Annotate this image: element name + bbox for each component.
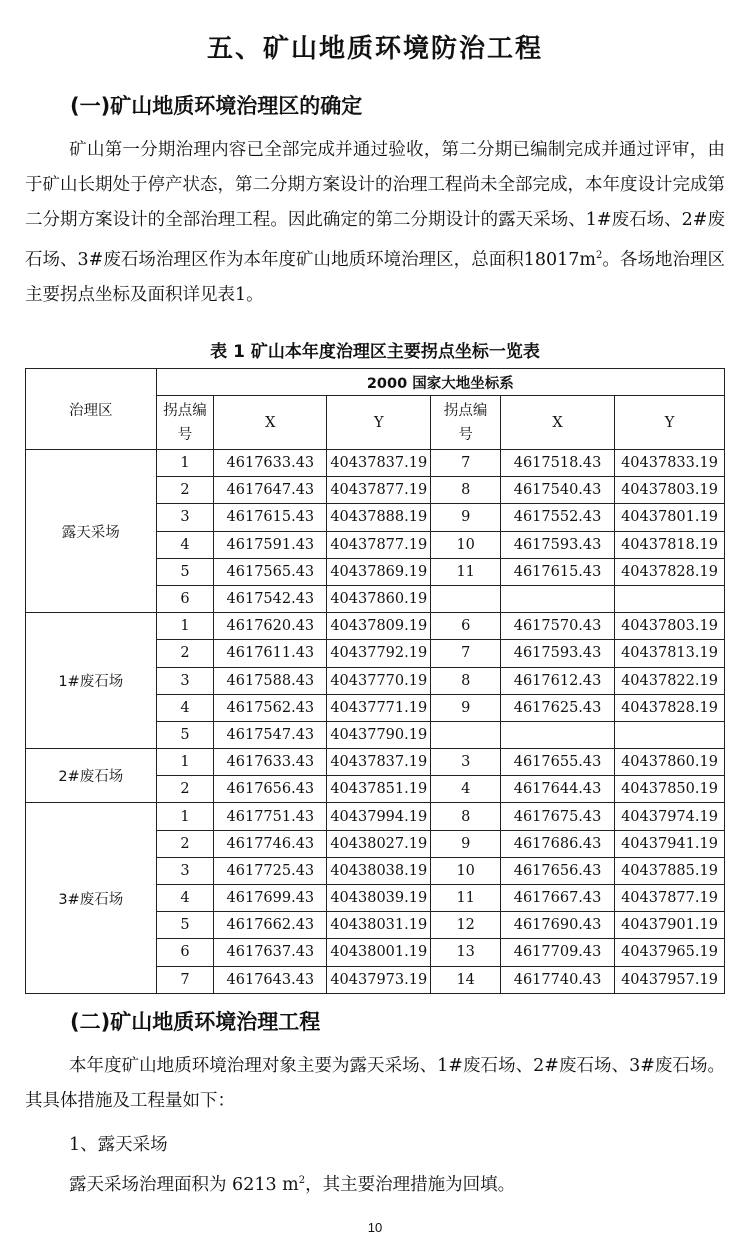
x-right-cell: 4617540.43 xyxy=(501,477,615,504)
y-left-cell: 40437792.19 xyxy=(327,640,431,667)
x-left-cell: 4617620.43 xyxy=(214,613,327,640)
x-right-cell: 4617570.43 xyxy=(501,613,615,640)
y-right-cell: 40437801.19 xyxy=(615,504,725,531)
y-right-cell xyxy=(615,585,725,612)
y-left-cell: 40438027.19 xyxy=(327,830,431,857)
y-right-cell: 40437850.19 xyxy=(615,776,725,803)
y-right-cell: 40437901.19 xyxy=(615,912,725,939)
x-right-cell: 4617552.43 xyxy=(501,504,615,531)
y-left-cell: 40437973.19 xyxy=(327,966,431,993)
x-left-cell: 4617637.43 xyxy=(214,939,327,966)
y-left-cell: 40437860.19 xyxy=(327,585,431,612)
point-left-cell: 1 xyxy=(156,450,214,477)
x-right-cell: 4617656.43 xyxy=(501,857,615,884)
y-left-cell: 40437771.19 xyxy=(327,694,431,721)
header-point-number-right: 拐点编号 xyxy=(431,396,501,450)
point-right-cell: 7 xyxy=(431,450,501,477)
zone-name-cell: 3#废石场 xyxy=(26,803,157,993)
zone-name-cell: 1#废石场 xyxy=(26,613,157,749)
x-right-cell: 4617740.43 xyxy=(501,966,615,993)
header-coordinate-system: 2000 国家大地坐标系 xyxy=(156,369,724,396)
y-left-cell: 40437770.19 xyxy=(327,667,431,694)
x-right-cell: 4617612.43 xyxy=(501,667,615,694)
y-right-cell: 40437974.19 xyxy=(615,803,725,830)
section-1-tail: 。各场地治理区主要拐点坐标及面积详见表1。 xyxy=(25,249,726,305)
x-left-cell: 4617591.43 xyxy=(214,531,327,558)
section-1-paragraph xyxy=(25,133,725,313)
header-point-number-left: 拐点编号 xyxy=(156,396,214,450)
point-right-cell: 8 xyxy=(431,477,501,504)
y-left-cell: 40437851.19 xyxy=(327,776,431,803)
x-left-cell: 4617643.43 xyxy=(214,966,327,993)
point-right-cell: 12 xyxy=(431,912,501,939)
point-right-cell: 8 xyxy=(431,803,501,830)
x-left-cell: 4617542.43 xyxy=(214,585,327,612)
point-left-cell: 2 xyxy=(156,640,214,667)
x-right-cell: 4617615.43 xyxy=(501,558,615,585)
point-left-cell: 5 xyxy=(156,558,214,585)
point-left-cell: 4 xyxy=(156,694,214,721)
y-left-cell: 40437877.19 xyxy=(327,531,431,558)
x-right-cell: 4617593.43 xyxy=(501,640,615,667)
x-left-cell: 4617751.43 xyxy=(214,803,327,830)
page-number: 10 xyxy=(367,1220,383,1235)
x-right-cell: 4617667.43 xyxy=(501,885,615,912)
y-right-cell: 40437941.19 xyxy=(615,830,725,857)
item-1-text xyxy=(69,1163,750,1203)
x-left-cell: 4617647.43 xyxy=(214,477,327,504)
x-left-cell: 4617565.43 xyxy=(214,558,327,585)
section-1-text: 矿山第一分期治理内容已全部完成并通过验收，第二分期已编制完成并通过评审，由于矿山长期处于停产状态，第二分期方案设计的治理工程尚未全部完成，本年度设计完成第二分期方案设计的全部治理工程。因此确定的第二分期设计的露天采场、1#废石场、2#废石场、3#废石场治理区作为本年度矿山地质环境治理区，总面积18017m xyxy=(25,140,725,270)
y-left-cell: 40437790.19 xyxy=(327,721,431,748)
x-right-cell: 4617675.43 xyxy=(501,803,615,830)
x-right-cell: 4617593.43 xyxy=(501,531,615,558)
y-left-cell: 40438031.19 xyxy=(327,912,431,939)
x-right-cell: 4617625.43 xyxy=(501,694,615,721)
page-title: 五、矿山地质环境防治工程 xyxy=(206,34,543,64)
item-1-heading: 1、露天采场 xyxy=(69,1135,168,1155)
y-left-cell: 40437994.19 xyxy=(327,803,431,830)
y-right-cell: 40437818.19 xyxy=(615,531,725,558)
point-left-cell: 2 xyxy=(156,776,214,803)
point-left-cell: 3 xyxy=(156,667,214,694)
table-row xyxy=(26,803,725,830)
point-left-cell: 5 xyxy=(156,721,214,748)
point-right-cell: 11 xyxy=(431,885,501,912)
y-left-cell: 40437809.19 xyxy=(327,613,431,640)
point-left-cell: 2 xyxy=(156,477,214,504)
x-left-cell: 4617562.43 xyxy=(214,694,327,721)
y-left-cell: 40437837.19 xyxy=(327,749,431,776)
x-right-cell: 4617686.43 xyxy=(501,830,615,857)
y-left-cell: 40438038.19 xyxy=(327,857,431,884)
x-left-cell: 4617611.43 xyxy=(214,640,327,667)
table-row xyxy=(26,749,725,776)
x-right-cell xyxy=(501,721,615,748)
point-right-cell: 9 xyxy=(431,830,501,857)
y-right-cell: 40437803.19 xyxy=(615,613,725,640)
y-right-cell: 40437813.19 xyxy=(615,640,725,667)
point-right-cell: 10 xyxy=(431,857,501,884)
y-right-cell xyxy=(615,721,725,748)
y-left-cell: 40438039.19 xyxy=(327,885,431,912)
point-left-cell: 1 xyxy=(156,613,214,640)
y-left-cell: 40437837.19 xyxy=(327,450,431,477)
header-y-right: Y xyxy=(615,396,725,450)
y-right-cell: 40437833.19 xyxy=(615,450,725,477)
y-right-cell: 40437885.19 xyxy=(615,857,725,884)
table-row xyxy=(26,450,725,477)
x-right-cell: 4617655.43 xyxy=(501,749,615,776)
point-right-cell: 4 xyxy=(431,776,501,803)
y-right-cell: 40437822.19 xyxy=(615,667,725,694)
table-row xyxy=(26,613,725,640)
zone-name-cell: 露天采场 xyxy=(26,450,157,613)
point-right-cell: 8 xyxy=(431,667,501,694)
point-left-cell: 3 xyxy=(156,504,214,531)
header-y-left: Y xyxy=(327,396,431,450)
point-right-cell: 9 xyxy=(431,504,501,531)
x-left-cell: 4617588.43 xyxy=(214,667,327,694)
point-right-cell: 14 xyxy=(431,966,501,993)
header-x-right: X xyxy=(501,396,615,450)
y-right-cell: 40437828.19 xyxy=(615,558,725,585)
item-1-text-tail: ，其主要治理措施为回填。 xyxy=(305,1174,516,1195)
section-heading-2: (二)矿山地质环境治理工程 xyxy=(70,1010,321,1034)
y-right-cell: 40437803.19 xyxy=(615,477,725,504)
y-left-cell: 40437869.19 xyxy=(327,558,431,585)
zone-name-cell: 2#废石场 xyxy=(26,749,157,803)
item-1-superscript: 2 xyxy=(298,1175,306,1186)
y-right-cell: 40437860.19 xyxy=(615,749,725,776)
item-1-text-main: 露天采场治理面积为 6213 m xyxy=(69,1174,299,1195)
point-left-cell: 5 xyxy=(156,912,214,939)
point-left-cell: 2 xyxy=(156,830,214,857)
y-left-cell: 40437877.19 xyxy=(327,477,431,504)
x-left-cell: 4617633.43 xyxy=(214,450,327,477)
header-zone: 治理区 xyxy=(26,369,157,450)
x-left-cell: 4617699.43 xyxy=(214,885,327,912)
table-caption: 表 1 矿山本年度治理区主要拐点坐标一览表 xyxy=(210,342,540,362)
point-right-cell xyxy=(431,585,501,612)
y-right-cell: 40437965.19 xyxy=(615,939,725,966)
point-right-cell: 3 xyxy=(431,749,501,776)
x-left-cell: 4617615.43 xyxy=(214,504,327,531)
x-left-cell: 4617746.43 xyxy=(214,830,327,857)
point-right-cell: 9 xyxy=(431,694,501,721)
area-superscript: 2 xyxy=(596,250,603,261)
section-2-text: 本年度矿山地质环境治理对象主要为露天采场、1#废石场、2#废石场、3#废石场。其具体措施及工程量如下： xyxy=(25,1056,725,1111)
point-right-cell xyxy=(431,721,501,748)
point-left-cell: 6 xyxy=(156,939,214,966)
x-right-cell: 4617690.43 xyxy=(501,912,615,939)
x-right-cell: 4617644.43 xyxy=(501,776,615,803)
y-left-cell: 40437888.19 xyxy=(327,504,431,531)
x-left-cell: 4617662.43 xyxy=(214,912,327,939)
x-left-cell: 4617656.43 xyxy=(214,776,327,803)
y-right-cell: 40437877.19 xyxy=(615,885,725,912)
section-heading-1: (一)矿山地质环境治理区的确定 xyxy=(70,94,363,118)
header-x-left: X xyxy=(214,396,327,450)
point-right-cell: 11 xyxy=(431,558,501,585)
x-right-cell: 4617709.43 xyxy=(501,939,615,966)
x-right-cell xyxy=(501,585,615,612)
point-left-cell: 4 xyxy=(156,885,214,912)
point-right-cell: 10 xyxy=(431,531,501,558)
y-right-cell: 40437828.19 xyxy=(615,694,725,721)
x-left-cell: 4617547.43 xyxy=(214,721,327,748)
point-left-cell: 4 xyxy=(156,531,214,558)
point-left-cell: 7 xyxy=(156,966,214,993)
point-right-cell: 6 xyxy=(431,613,501,640)
y-left-cell: 40438001.19 xyxy=(327,939,431,966)
point-right-cell: 7 xyxy=(431,640,501,667)
x-left-cell: 4617725.43 xyxy=(214,857,327,884)
coordinates-table-body xyxy=(26,450,725,994)
point-left-cell: 1 xyxy=(156,803,214,830)
point-left-cell: 1 xyxy=(156,749,214,776)
point-left-cell: 3 xyxy=(156,857,214,884)
point-left-cell: 6 xyxy=(156,585,214,612)
section-2-paragraph xyxy=(25,1049,725,1119)
point-right-cell: 13 xyxy=(431,939,501,966)
y-right-cell: 40437957.19 xyxy=(615,966,725,993)
x-right-cell: 4617518.43 xyxy=(501,450,615,477)
x-left-cell: 4617633.43 xyxy=(214,749,327,776)
coordinates-table xyxy=(25,368,725,994)
